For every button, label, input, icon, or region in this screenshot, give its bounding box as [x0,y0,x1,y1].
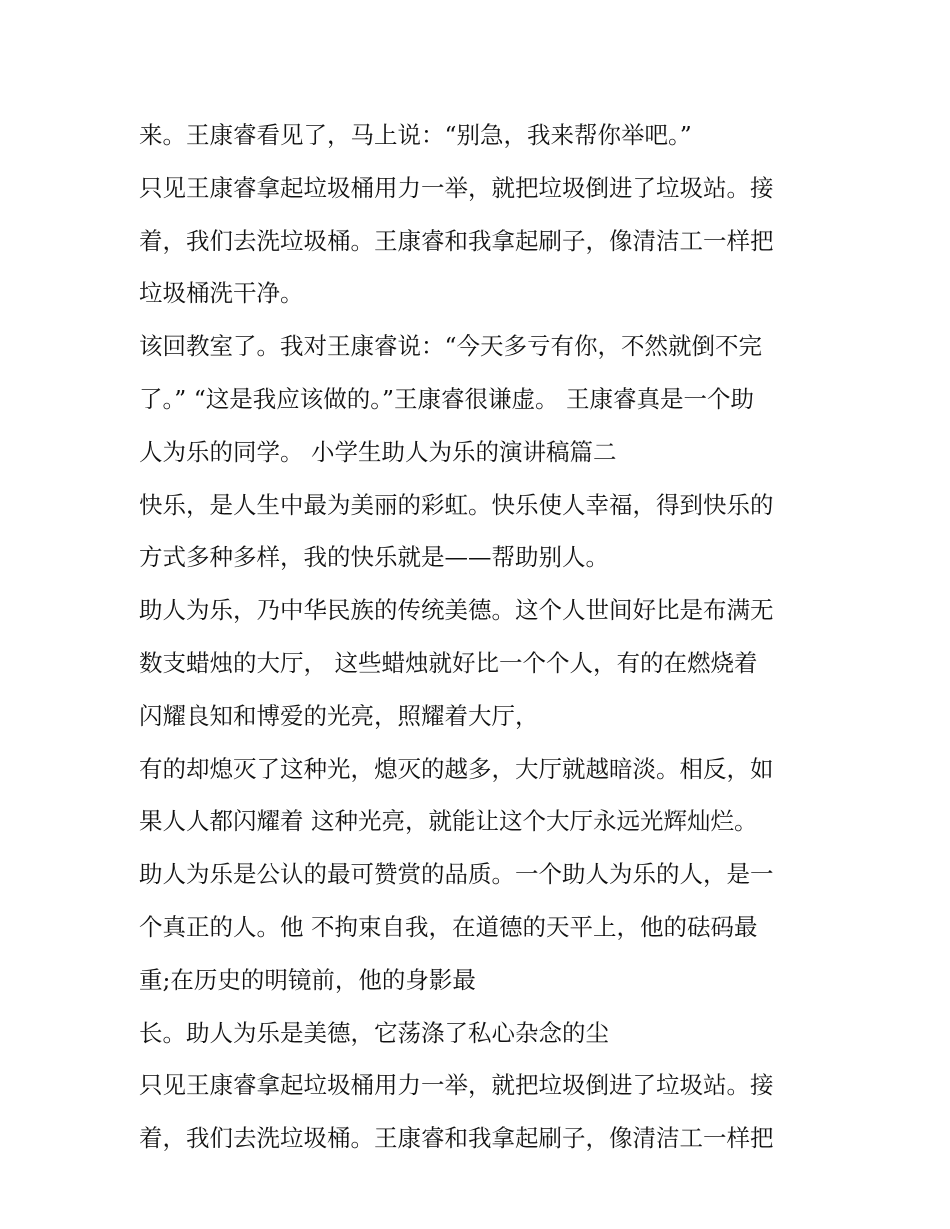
text-line-15: 助人为乐是公认的最可赞赏的品质。一个助人为乐的人，是一 [139,860,774,889]
text-line-9: 方式多种多样，我的快乐就是——帮助别人。 [139,543,609,572]
text-line-8: 快乐，是人生中最为美丽的彩虹。快乐使人幸福，得到快乐的 [139,490,774,519]
text-line-14: 果人人都闪耀着 这种光亮，就能让这个大厅永远光辉灿烂。 [139,807,758,836]
text-line-16: 个真正的人。他 不拘束自我，在道德的天平上，他的砝码最 [139,912,758,941]
text-line-18: 长。助人为乐是美德，它荡涤了私心杂念的尘 [139,1018,609,1047]
text-line-2: 只见王康睿拿起垃圾桶用力一举，就把垃圾倒进了垃圾站。接 [139,173,774,202]
text-line-3: 着，我们去洗垃圾桶。王康睿和我拿起刷子，像清洁工一样把 [139,226,774,255]
text-line-5: 该回教室了。我对王康睿说：“今天多亏有你，不然就倒不完 [139,332,763,361]
text-line-11: 数支蜡烛的大厅， 这些蜡烛就好比一个个人，有的在燃烧着 [139,648,758,677]
text-line-17: 重;在历史的明镜前，他的身影最 [139,965,476,994]
text-line-4: 垃圾桶洗干净。 [139,279,304,308]
text-line-10: 助人为乐，乃中华民族的传统美德。这个人世间好比是布满无 [139,596,774,625]
text-line-20: 着，我们去洗垃圾桶。王康睿和我拿起刷子，像清洁工一样把 [139,1124,774,1153]
text-line-12: 闪耀良知和博爱的光亮，照耀着大厅， [139,701,539,730]
text-line-13: 有的却熄灭了这种光，熄灭的越多，大厅就越暗淡。相反，如 [139,754,774,783]
text-line-6: 了。” “这是我应该做的。”王康睿很谦虚。 王康睿真是一个助 [139,384,754,413]
text-line-7: 人为乐的同学。 小学生助人为乐的演讲稿篇二 [139,437,617,466]
document-body [139,109,819,1165]
text-line-1: 来。王康睿看见了，马上说：“别急，我来帮你举吧。” [139,121,692,149]
text-line-19: 只见王康睿拿起垃圾桶用力一举，就把垃圾倒进了垃圾站。接 [139,1071,774,1100]
